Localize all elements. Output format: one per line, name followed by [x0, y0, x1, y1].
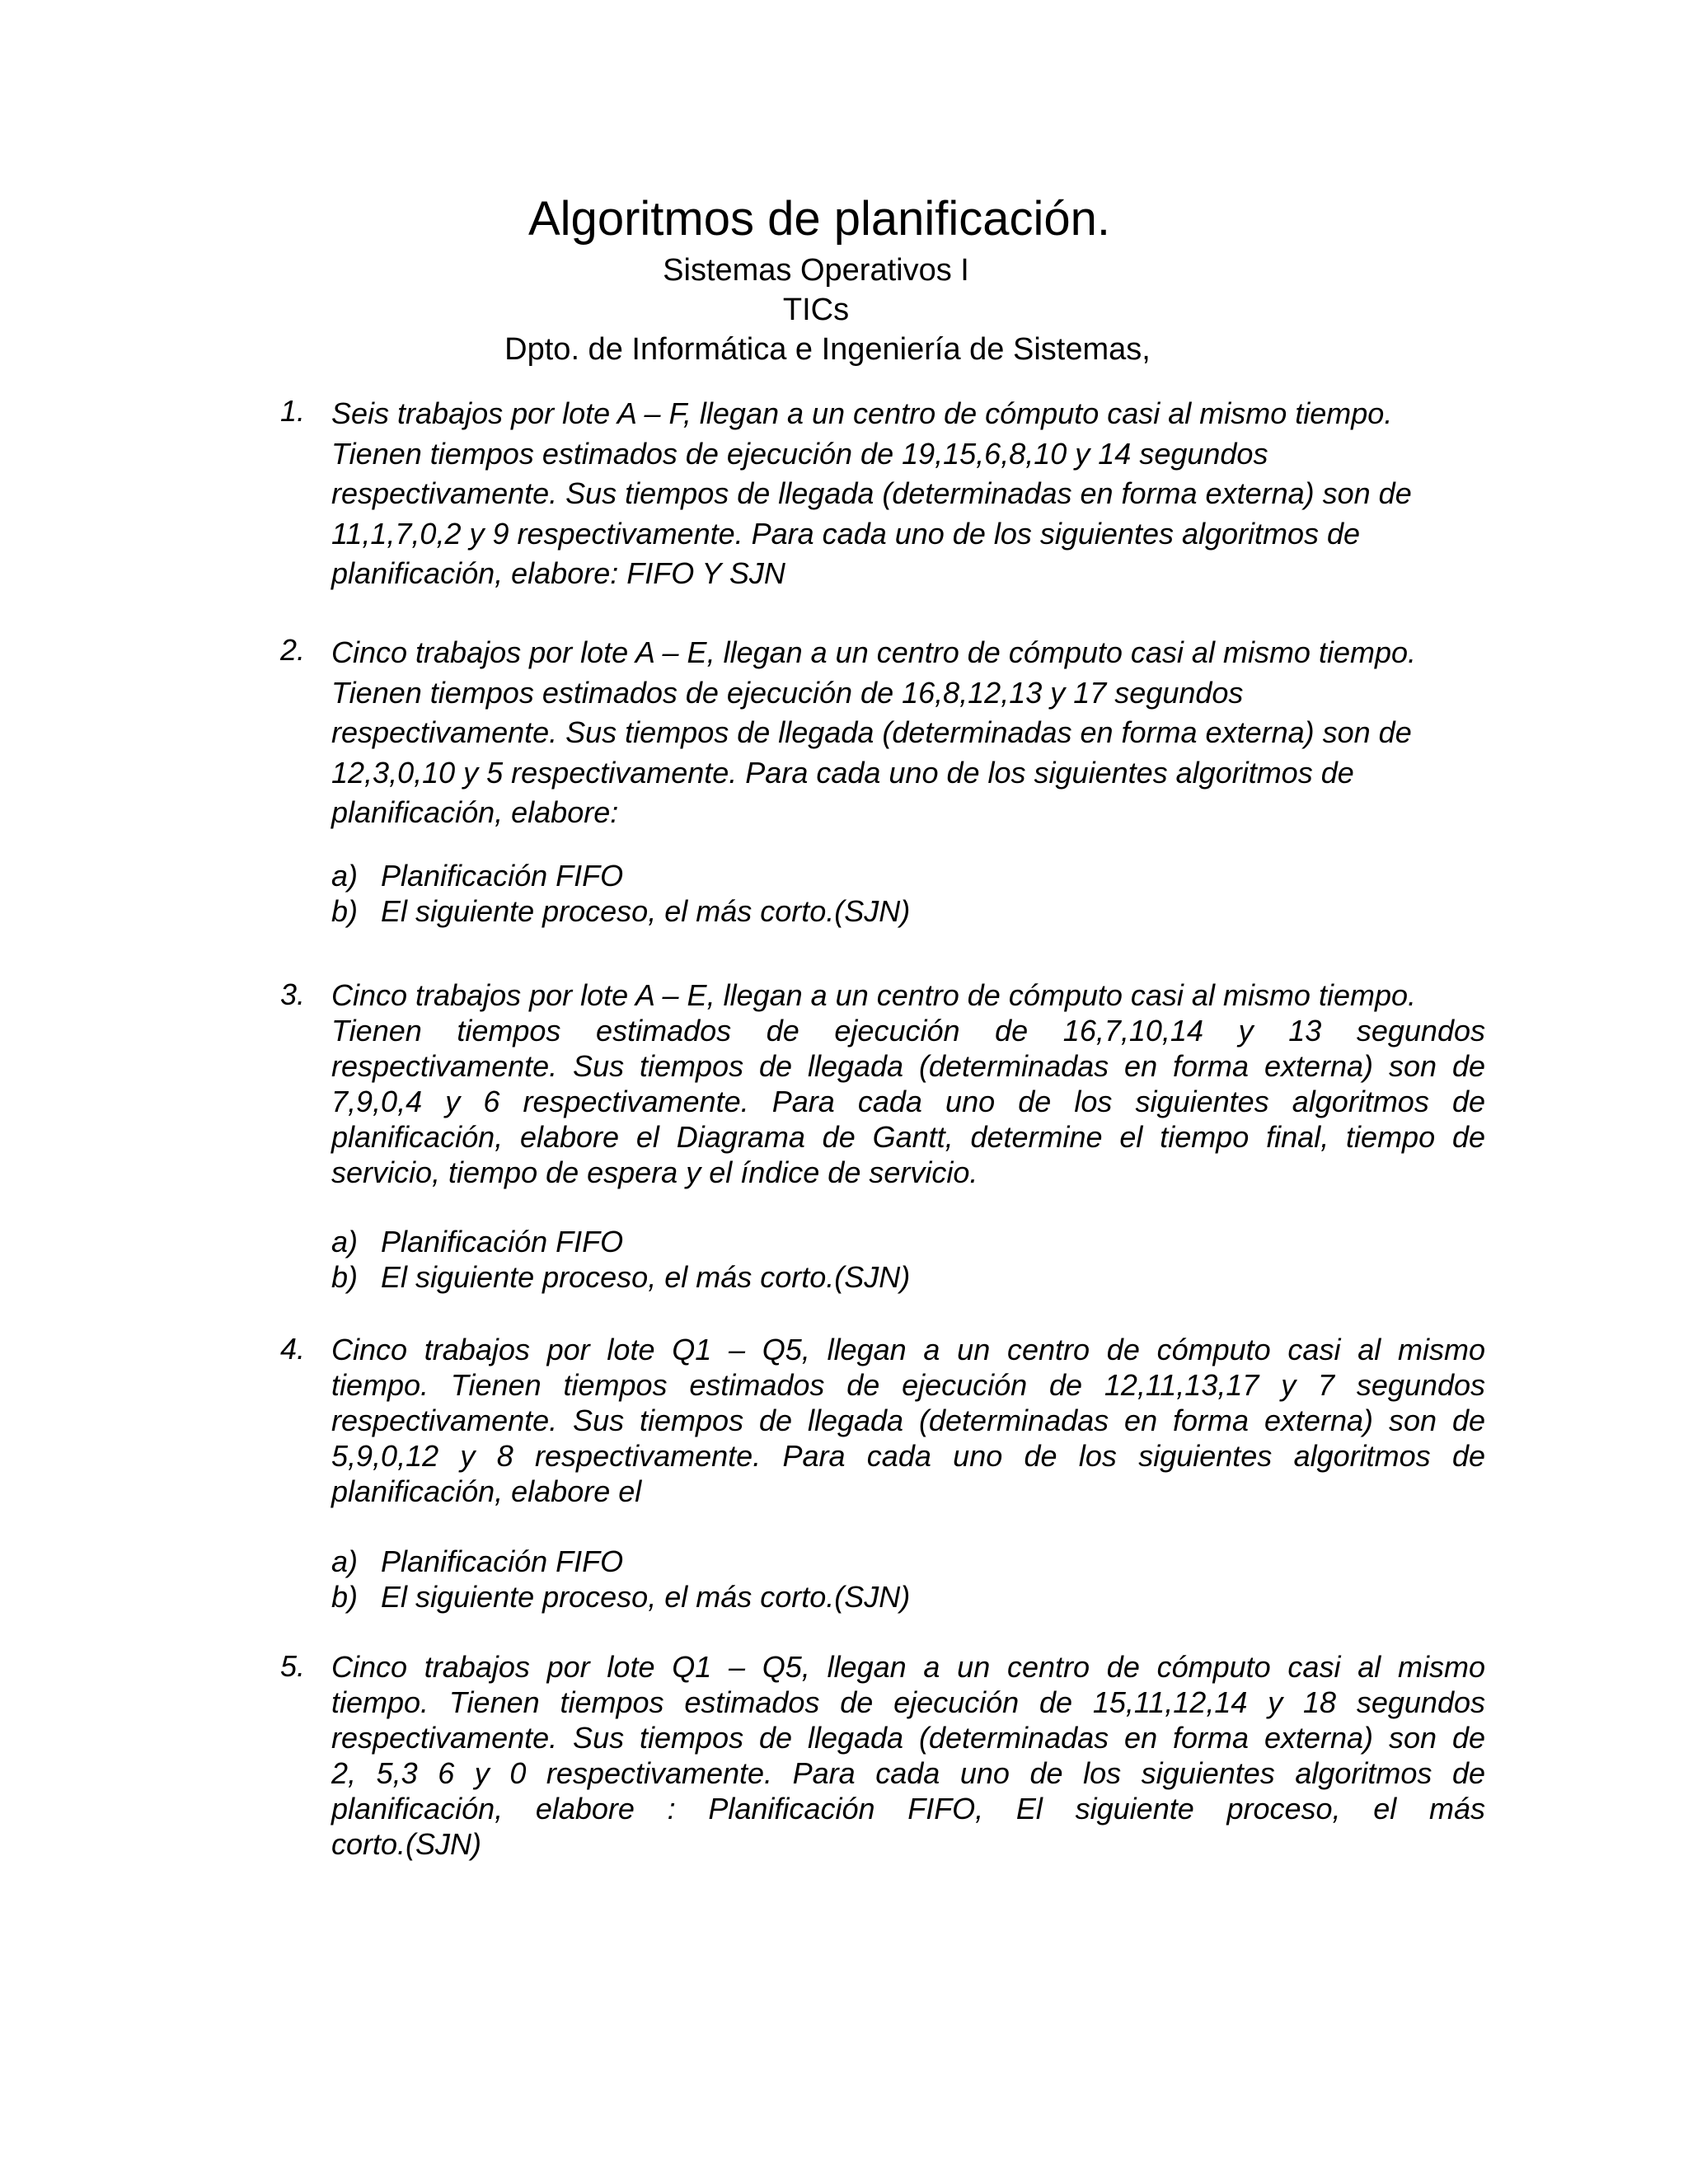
problem-line: respectivamente. Sus tiempos de llegada (determinadas en forma externa) son de [331, 476, 1412, 510]
problem-line: Seis trabajos por lote A – F, llegan a un centro de cómputo casi al mismo tiempo. [331, 396, 1393, 430]
document-header [0, 188, 1688, 369]
option-text: Planificación FIFO [381, 1225, 624, 1258]
problem-number: 4. [280, 1332, 306, 1366]
problem-text [331, 1332, 1485, 1509]
course-name: Sistemas Operativos I [663, 253, 969, 288]
problem-number: 1. [280, 394, 306, 428]
problem-line: Tienen tiempos estimados de ejecución de 16,8,12,13 y 17 segundos [331, 675, 1244, 710]
option-item [331, 893, 1485, 929]
option-label: b) [331, 893, 359, 928]
problem-1 [280, 394, 1485, 594]
option-list [331, 858, 1485, 929]
problem-line: tiempo. Tienen tiempos estimados de ejecución de 12,11,13,17 y 7 segundos [331, 1368, 1485, 1402]
problem-line: Tienen tiempos estimados de ejecución de 19,15,6,8,10 y 14 segundos [331, 436, 1268, 471]
option-label: b) [331, 1260, 359, 1294]
document-title: Algoritmos de planificación. [528, 192, 1111, 246]
problem-4 [280, 1332, 1485, 1615]
problem-line: Cinco trabajos por lote A – E, llegan a un centro de cómputo casi al mismo tiempo. [331, 978, 1417, 1012]
option-list [331, 1544, 1485, 1615]
problem-line: respectivamente. Sus tiempos de llegada (determinadas en forma externa) son de [331, 715, 1412, 749]
problem-line: respectivamente. Sus tiempos de llegada (determinadas en forma externa) son de [331, 1049, 1485, 1083]
problem-text [331, 394, 1485, 594]
option-text: El siguiente proceso, el más corto.(SJN) [381, 893, 911, 928]
problem-number: 2. [280, 633, 306, 667]
problem-number: 3. [280, 977, 306, 1011]
problem-line: tiempo. Tienen tiempos estimados de ejecución de 15,11,12,14 y 18 segundos [331, 1685, 1485, 1719]
problem-line: planificación, elabore el [331, 1474, 642, 1508]
program-name: TICs [782, 293, 850, 327]
problem-line: planificación, elabore el Diagrama de Gantt, determine el tiempo final, tiempo de [331, 1120, 1485, 1154]
problem-line: planificación, elabore: [331, 795, 619, 829]
problem-line: respectivamente. Sus tiempos de llegada (determinadas en forma externa) son de [331, 1404, 1485, 1437]
problem-line: 2, 5,3 6 y 0 respectivamente. Para cada uno de los siguientes algoritmos de [331, 1756, 1485, 1790]
problem-line: Cinco trabajos por lote Q1 – Q5, llegan a un centro de cómputo casi al mismo [331, 1333, 1485, 1366]
problem-number: 5. [280, 1649, 306, 1683]
option-label: b) [331, 1580, 359, 1614]
option-text: Planificación FIFO [381, 858, 624, 893]
problem-line: planificación, elabore: FIFO Y SJN [331, 556, 785, 590]
problem-text [331, 1649, 1485, 1862]
problem-2 [280, 633, 1485, 929]
problem-line: respectivamente. Sus tiempos de llegada (determinadas en forma externa) son de [331, 1721, 1485, 1755]
problem-line: planificación, elabore : Planificación FIFO, El siguiente proceso, el más [331, 1792, 1485, 1825]
problem-line: Cinco trabajos por lote A – E, llegan a un centro de cómputo casi al mismo tiempo. [331, 635, 1417, 669]
option-text: El siguiente proceso, el más corto.(SJN) [381, 1580, 911, 1614]
option-label: a) [331, 1225, 359, 1258]
problem-line: Cinco trabajos por lote Q1 – Q5, llegan a un centro de cómputo casi al mismo [331, 1650, 1485, 1684]
problem-text [331, 633, 1485, 833]
problem-line: 12,3,0,10 y 5 respectivamente. Para cada uno de los siguientes algoritmos de [331, 755, 1354, 790]
option-list [331, 1224, 1485, 1295]
option-item [331, 1224, 1485, 1259]
option-item [331, 1259, 1485, 1295]
problem-5 [280, 1649, 1485, 1862]
option-item [331, 1544, 1485, 1579]
option-item [331, 1579, 1485, 1615]
option-item [331, 858, 1485, 893]
option-text: El siguiente proceso, el más corto.(SJN) [381, 1260, 911, 1294]
option-text: Planificación FIFO [381, 1544, 624, 1578]
problem-line: 11,1,7,0,2 y 9 respectivamente. Para cada uno de los siguientes algoritmos de [331, 516, 1361, 551]
problem-line: corto.(SJN) [331, 1827, 482, 1861]
problem-3 [280, 977, 1485, 1295]
problem-text [331, 977, 1485, 1190]
option-label: a) [331, 1544, 359, 1578]
problem-line: servicio, tiempo de espera y el índice de servicio. [331, 1155, 978, 1189]
option-label: a) [331, 858, 359, 893]
problem-line: Tienen tiempos estimados de ejecución de 16,7,10,14 y 13 segundos [331, 1014, 1485, 1047]
problem-line: 5,9,0,12 y 8 respectivamente. Para cada uno de los siguientes algoritmos de [331, 1439, 1485, 1473]
department-name: Dpto. de Informática e Ingeniería de Sistemas, [504, 332, 1151, 367]
problem-line: 7,9,0,4 y 6 respectivamente. Para cada uno de los siguientes algoritmos de [331, 1085, 1485, 1118]
